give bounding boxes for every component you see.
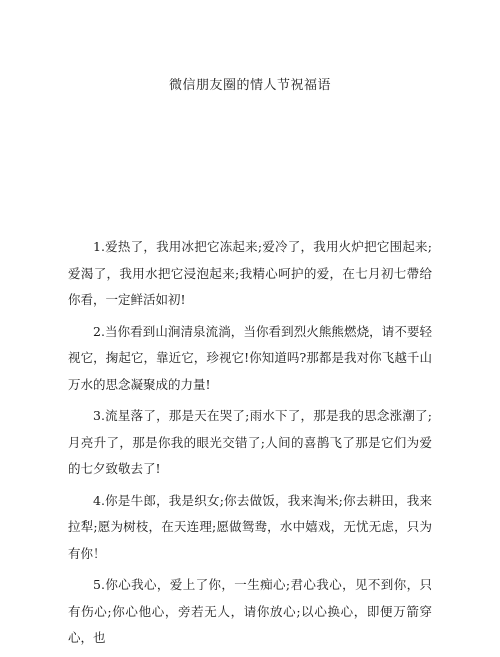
- paragraph-5: 5.你心我心，爱上了你，一生痴心;君心我心，见不到你，只有伤心;你心他心，旁若无人，请你放心;以心换心，即便万箭穿心，也: [68, 577, 432, 645]
- paragraph-2: 2.当你看到山涧清泉流淌，当你看到烈火熊熊燃烧，请不要轻视它，掬起它，靠近它，珍视它!你知道吗?那都是我对你飞越千山万水的思念凝聚成的力量!: [68, 323, 432, 392]
- paragraph-1: 1.爱热了，我用冰把它冻起来;爱冷了，我用火炉把它围起来;爱渴了，我用水把它浸泡起来;我精心呵护的爱，在七月初七帶给你看，一定鲜活如初!: [68, 239, 432, 307]
- document-body: [68, 234, 432, 657]
- document-title: 微信朋友圈的情人节祝福语: [168, 78, 331, 93]
- paragraph-3: 3.流星落了，那是天在哭了;雨水下了，那是我的思念涨潮了;月亮升了，那是你我的眼光交错了;人间的喜鹊飞了那是它们为爱的七夕致敬去了!: [68, 408, 432, 476]
- paragraph-4: 4.你是牛郎，我是织女;你去做饭，我来淘米;你去耕田，我来拉犁;愿为树枝，在天连理;愿做鸳鸯，水中嬉戏，无忧无虑，只为有你！: [68, 492, 432, 561]
